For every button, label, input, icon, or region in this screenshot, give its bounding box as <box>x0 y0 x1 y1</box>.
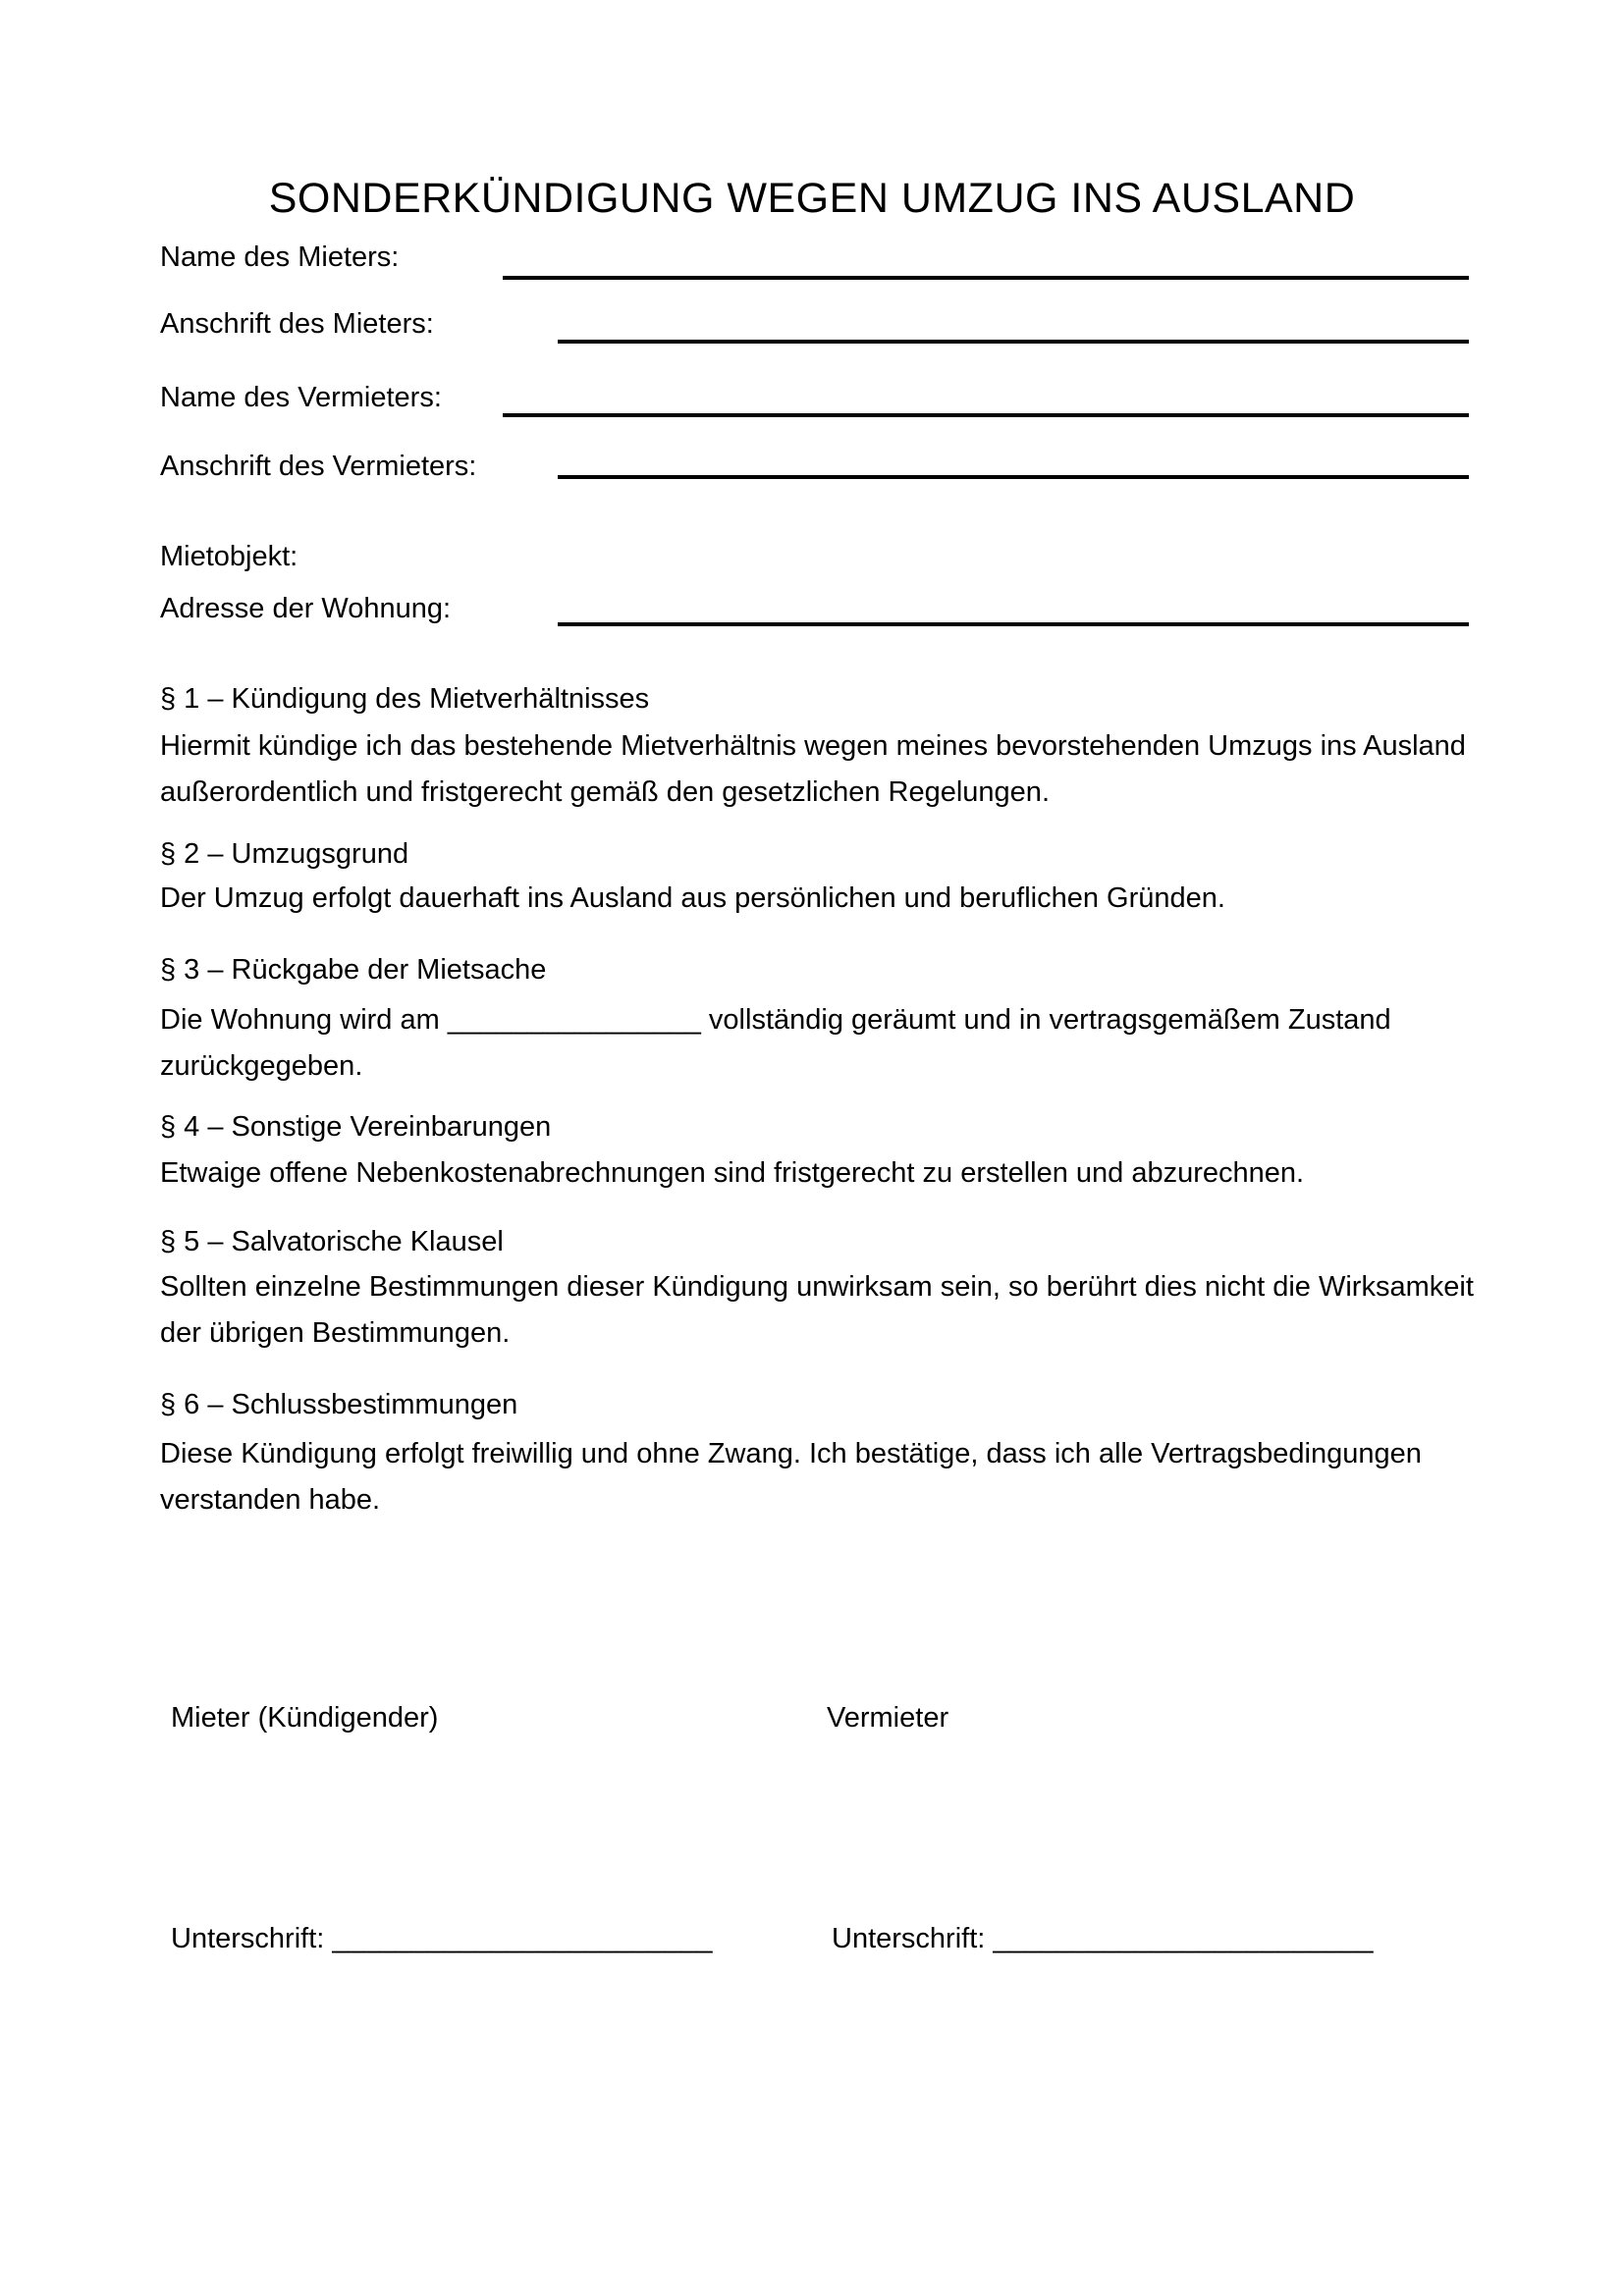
field-label-apartment-address: Adresse der Wohnung: <box>160 593 452 624</box>
section-5-body: Sollten einzelne Bestimmungen dieser Kündigung unwirksam sein, so berührt dies nicht die Wirksamkeit der übrigen Bestimmungen. <box>160 1271 1474 1349</box>
section-3-body: Die Wohnung wird am ________________ vollständig geräumt und in vertragsgemäßem Zustand zurückgegeben. <box>160 1004 1391 1082</box>
field-label-rental-object: Mietobjekt: <box>160 541 298 572</box>
fill-in-line-tenant-name[interactable] <box>503 276 1469 280</box>
section-3-heading: § 3 – Rückgabe der Mietsache <box>160 954 547 986</box>
field-label-tenant-name: Name des Mieters: <box>160 241 400 273</box>
section-4-body: Etwaige offene Nebenkostenabrechnungen sind fristgerecht zu erstellen und abzurechnen. <box>160 1157 1305 1189</box>
fill-in-line-tenant-address[interactable] <box>558 340 1469 344</box>
fill-in-line-apartment-address[interactable] <box>558 622 1469 626</box>
fill-in-line-landlord-address[interactable] <box>558 475 1469 479</box>
section-2-heading: § 2 – Umzugsgrund <box>160 838 409 870</box>
fill-in-line-landlord-name[interactable] <box>503 413 1469 417</box>
section-4-heading: § 4 – Sonstige Vereinbarungen <box>160 1111 552 1143</box>
section-1-body: Hiermit kündige ich das bestehende Mietverhältnis wegen meines bevorstehenden Umzugs ins Ausland außerordentlich und fristgerecht gemäß den gesetzlichen Regelungen. <box>160 730 1466 808</box>
section-5-heading: § 5 – Salvatorische Klausel <box>160 1226 504 1257</box>
section-6-heading: § 6 – Schlussbestimmungen <box>160 1389 518 1420</box>
document-title: SONDERKÜNDIGUNG WEGEN UMZUG INS AUSLAND <box>268 175 1356 222</box>
signature-role-landlord: Vermieter <box>827 1702 949 1734</box>
field-label-landlord-name: Name des Vermieters: <box>160 382 442 413</box>
signature-line-landlord[interactable]: Unterschrift: ________________________ <box>832 1923 1374 1954</box>
section-6-body: Diese Kündigung erfolgt freiwillig und ohne Zwang. Ich bestätige, dass ich alle Vertragsbedingungen verstanden habe. <box>160 1438 1422 1516</box>
signature-role-tenant: Mieter (Kündigender) <box>171 1702 439 1734</box>
field-label-tenant-address: Anschrift des Mieters: <box>160 308 434 340</box>
signature-line-tenant[interactable]: Unterschrift: ________________________ <box>171 1923 713 1954</box>
section-1-heading: § 1 – Kündigung des Mietverhältnisses <box>160 683 650 715</box>
field-label-landlord-address: Anschrift des Vermieters: <box>160 451 477 482</box>
section-2-body: Der Umzug erfolgt dauerhaft ins Ausland aus persönlichen und beruflichen Gründen. <box>160 882 1225 914</box>
